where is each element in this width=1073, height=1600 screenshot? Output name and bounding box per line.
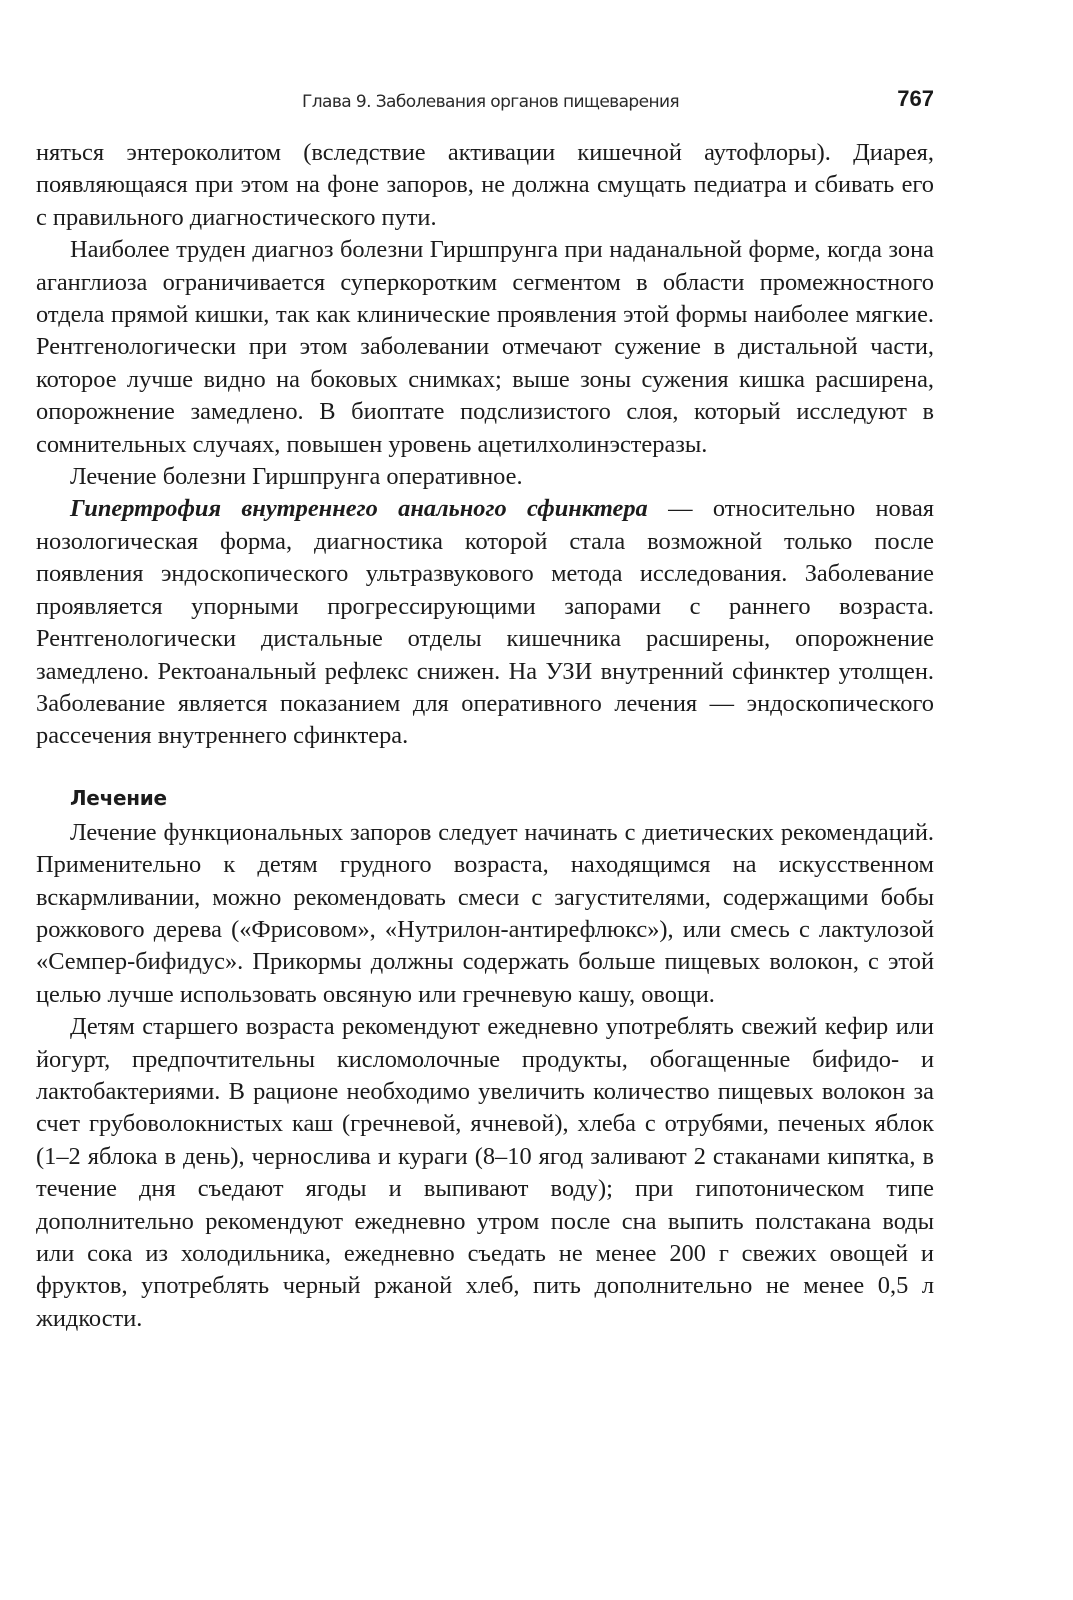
chapter-title: Глава 9. Заболевания органов пищеварения <box>302 92 680 112</box>
paragraph-sphincter-hypertrophy <box>36 493 934 752</box>
paragraph-older-children-diet: Детям старшего возраста рекомендуют ежедневно употреблять свежий кефир или йогурт, предпочтительны кисломолочные продукты, обогащенные бифидо- и лактобактериями. В рационе необходимо увеличить количество пищевых волокон за счет грубоволокнистых каш (гречневой, ячневой), хлеба с отрубями, печеных яблок (1–2 яблока в день), чернослива и кураги (8–10 ягод заливают 2 стаканами кипятка, в течение дня съедают ягоды и выпивают воду); при гипотоническом типе дополнительно рекомендуют ежедневно утром после сна выпить полстакана воды или сока из холодильника, ежедневно съедать не менее 200 г свежих овощей и фруктов, употреблять черный ржаной хлеб, пить дополнительно не менее 0,5 л жидкости. <box>36 1013 934 1332</box>
section-heading-treatment: Лечение <box>70 785 167 810</box>
page-body <box>36 137 934 1335</box>
paragraph-sphincter-text: — относительно новая нозологическая форма, диагностика которой стала возможной только после появления эндоскопического ультразвукового метода исследования. Заболевание проявляется упорными прогрессирующими запорами с раннего возраста. Рентгенологически дистальные отделы кишечника расширены, опорожнение замедлено. Ректоанальный рефлекс снижен. На УЗИ внутренний сфинктер утолщен. Заболевание является показанием для оперативного лечения — эндоскопического рассечения внутреннего сфинктера. <box>36 495 934 750</box>
paragraph-hirschsprung-treatment: Лечение болезни Гиршпрунга оперативное. <box>70 463 523 491</box>
page-number: 767 <box>897 86 934 111</box>
running-head <box>36 86 934 118</box>
term-sphincter-hypertrophy: Гипертрофия внутреннего анального сфинктера <box>70 495 648 523</box>
paragraph-hirschsprung-diagnosis: Наиболее труден диагноз болезни Гиршпрунга при наданальной форме, когда зона аганглиоза ограничивается суперкоротким сегментом в области промежностного отдела прямой кишки, так как клинические проявления этой формы наиболее мягкие. Рентгенологически при этом заболевании отмечают сужение в дистальной части, которое лучше видно на боковых снимках; выше зоны сужения кишка расширена, опорожнение замедлено. В биоптате подслизистого слоя, который исследуют в сомнительных случаях, повышен уровень ацетилхолинэстеразы. <box>36 236 934 458</box>
paragraph-continuation: няться энтероколитом (вследствие активации кишечной аутофлоры). Диарея, появляющаяся при этом на фоне запоров, не должна смущать педиатра и сбивать его с правильного диагностического пути. <box>36 139 934 231</box>
paragraph-infant-diet: Лечение функциональных запоров следует начинать с диетических рекомендаций. Применительно к детям грудного возраста, находящимся на искусственном вскармливании, можно рекомендовать смеси с загустителями, содержащими бобы рожкового дерева («Фрисовом», «Нутрилон-антирефлюкс»), или смесь с лактулозой «Семпер-бифидус». Прикормы должны содержать больше пищевых волокон, с этой целью лучше использовать овсяную или гречневую кашу, овощи. <box>36 818 934 1008</box>
book-page <box>36 0 934 1600</box>
